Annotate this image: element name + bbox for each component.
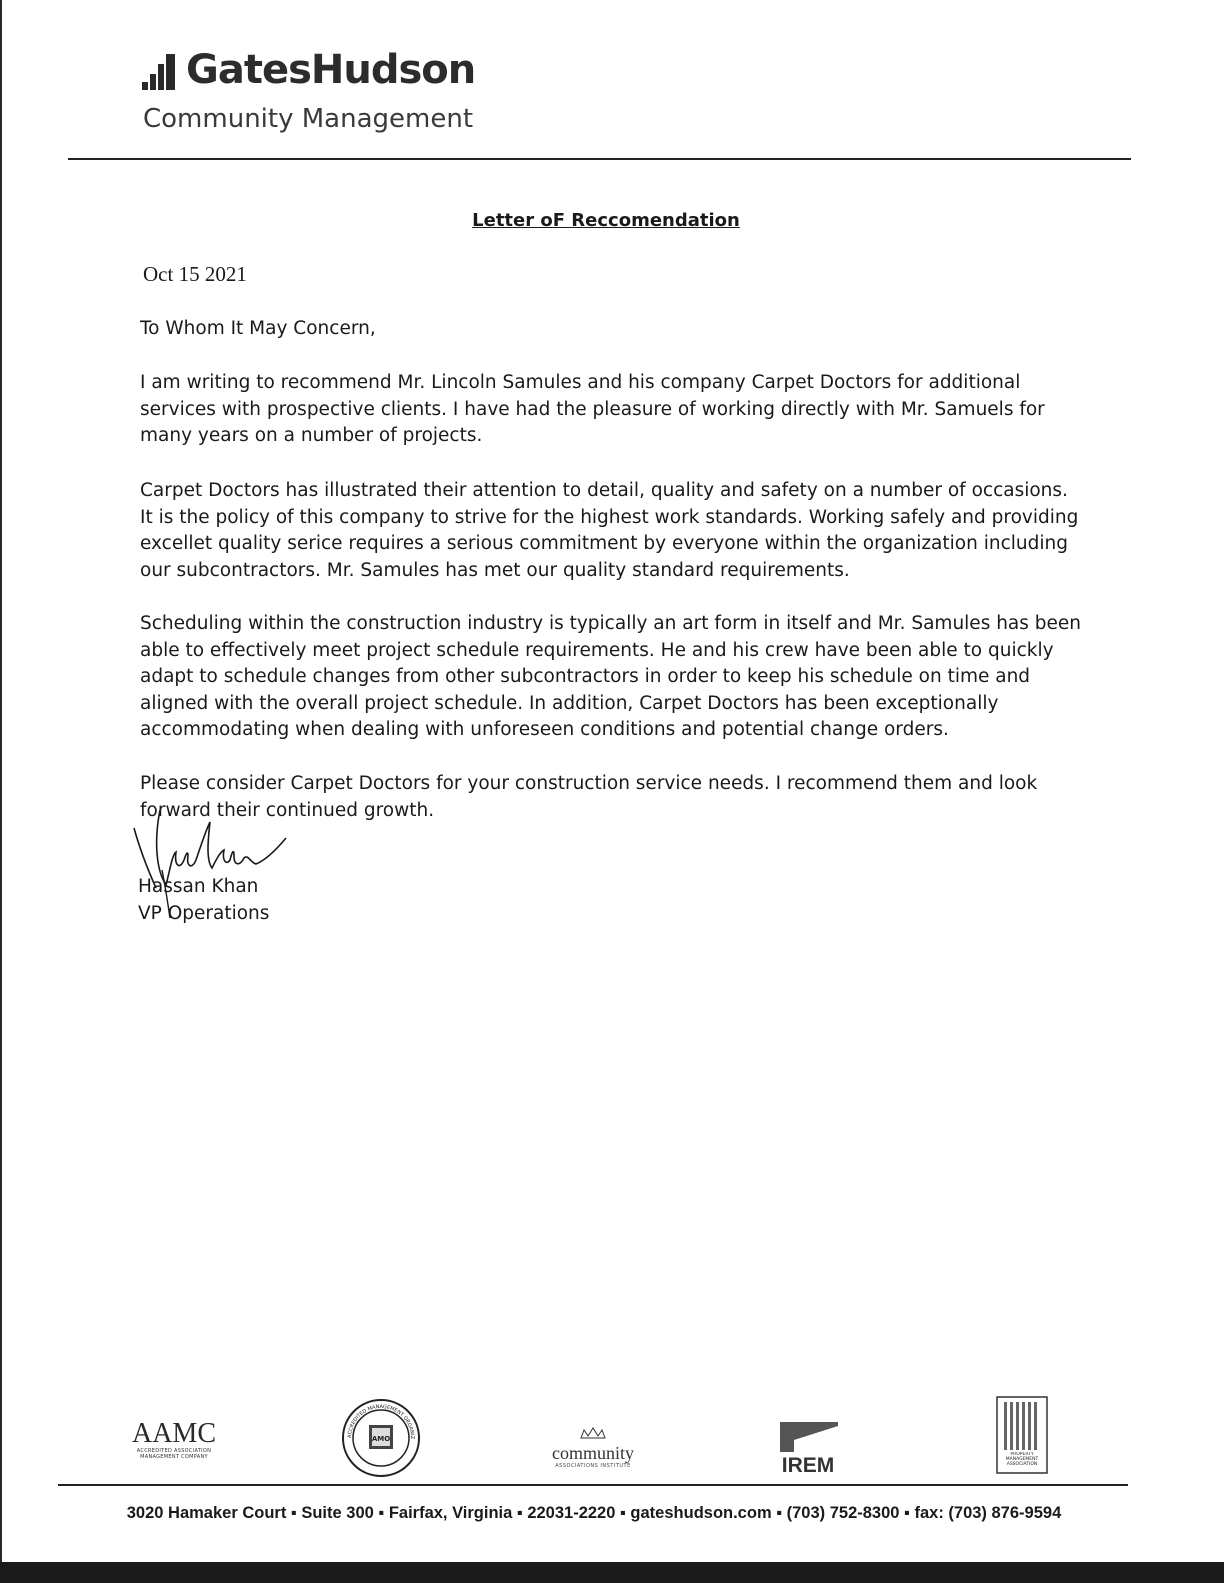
- pma-logo-text: PROPERTY MANAGEMENT ASSOCIATION: [1005, 1452, 1039, 1467]
- letter-paragraph: Please consider Carpet Doctors for your construction service needs. I recommend them and look forward their continued growth.: [140, 773, 1038, 821]
- signer-title: VP Operations: [138, 903, 270, 924]
- header-divider: [68, 158, 1131, 160]
- aamc-logo-subtext: ACCREDITED ASSOCIATION MANAGEMENT COMPANY: [136, 1448, 212, 1460]
- footer-address: 3020 Hamaker Court ▪ Suite 300 ▪ Fairfax, Virginia ▪ 22031-2220 ▪ gateshudson.com ▪ (703) 752-8300 ▪ fax: (703) 876-9594: [126, 1504, 1062, 1522]
- letter-paragraph: I am writing to recommend Mr. Lincoln Samules and his company Carpet Doctors for additional services with prospective clients. I have had the pleasure of working directly with Mr. Samuels for many years on a number of projects.: [140, 372, 1045, 446]
- amo-seal-center: AMO: [371, 1435, 391, 1443]
- letter-paragraph: Scheduling within the construction industry is typically an art form in itself and Mr. Samules has been able to effectively meet project schedule requirements. He and his crew have been able to quickly adapt to schedule changes from other subcontractors in order to keep his schedule on time and aligned with the overall project schedule. In addition, Carpet Doctors has been exceptionally accommodating when dealing with unforeseen conditions and potential change orders.: [140, 613, 1082, 740]
- logo-bars-icon: [142, 52, 180, 90]
- signer-name: Hassan Khan: [138, 876, 259, 897]
- letter-title: Letter oF Reccomendation: [472, 210, 740, 231]
- cai-logo-subtext: ASSOCIATIONS INSTITUTE: [555, 1463, 631, 1469]
- scan-bottom-border: [0, 1562, 1224, 1583]
- page-edge: [0, 0, 2, 1583]
- letter-date: Oct 15 2021: [143, 262, 247, 286]
- aamc-logo-text: AAMC: [131, 1418, 216, 1449]
- letter-paragraph: Carpet Doctors has illustrated their attention to detail, quality and safety on a number of occasions. It is the policy of this company to strive for the highest work standards. Working safely and providing excellet quality serice requires a serious commitment by everyone within the organization including our subcontractors. Mr. Samules has met our quality standard requirements.: [140, 480, 1079, 581]
- amo-seal-text: ACCREDITED MANAGEMENT ORGANIZ: [346, 1403, 416, 1440]
- cai-logo-text: community: [552, 1443, 634, 1463]
- aamc-logo: [126, 1420, 222, 1460]
- company-logo: [142, 47, 476, 93]
- letter-greeting: To Whom It May Concern,: [140, 318, 376, 339]
- irem-logo-text: IREM: [781, 1454, 835, 1474]
- company-name: GatesHudson: [186, 47, 476, 93]
- amo-seal-logo: [341, 1398, 421, 1478]
- cai-logo: [538, 1424, 648, 1469]
- pma-logo: [996, 1396, 1048, 1474]
- irem-logo: [778, 1420, 838, 1474]
- handwritten-signature: [126, 800, 306, 920]
- footer-divider: [58, 1484, 1128, 1486]
- cai-crown-icon: [578, 1427, 608, 1439]
- company-division: Community Management: [143, 104, 474, 134]
